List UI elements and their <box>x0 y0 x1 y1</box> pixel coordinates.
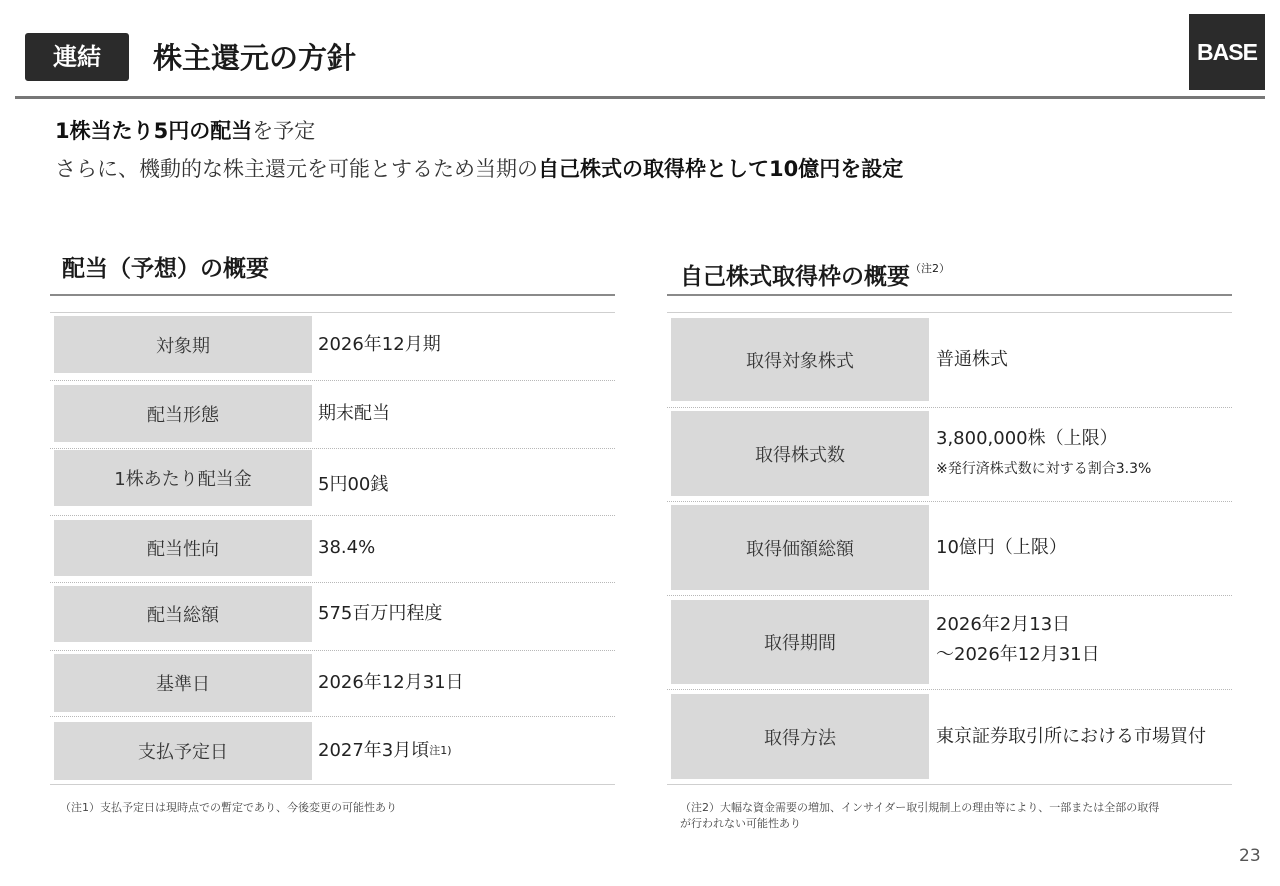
table-row <box>50 651 615 717</box>
lead-line-2-text: さらに、機動的な株主還元を可能とするため当期の <box>55 157 538 181</box>
row-value <box>318 722 452 780</box>
buyback-footnote-line1: （注2）大幅な資金需要の増加、インサイダー取引規制上の理由等により、一部または全部の取得 <box>680 801 1160 814</box>
table-row <box>50 381 615 449</box>
table-row <box>50 583 615 651</box>
lead-line-1-bold: 1株当たり5円の配当 <box>55 119 253 143</box>
lead-line-2 <box>55 154 903 184</box>
row-label: 対象期 <box>54 316 312 373</box>
dividend-footnote: （注1）支払予定日は現時点での暫定であり、今後変更の可能性あり <box>60 801 397 814</box>
row-value <box>936 596 1100 684</box>
row-value: 普通株式 <box>936 348 1008 370</box>
table-row <box>667 690 1232 785</box>
lead-line-1 <box>55 116 315 146</box>
row-value-text-2: ～2026年12月31日 <box>936 644 1100 665</box>
row-value: 2026年12月期 <box>318 333 441 355</box>
row-value-text: 2027年3月頃 <box>318 740 430 761</box>
row-label: 取得対象株式 <box>671 318 929 401</box>
table-row <box>667 408 1232 502</box>
header-divider <box>15 96 1265 99</box>
buyback-section-title <box>680 253 950 293</box>
dividend-section-title: 配当（予想）の概要 <box>62 256 269 282</box>
base-logo: BASE <box>1189 14 1265 90</box>
table-row <box>667 596 1232 690</box>
row-label: 配当性向 <box>54 520 312 576</box>
buyback-footnote-line2: が行われない可能性あり <box>680 817 801 830</box>
row-label: 配当総額 <box>54 586 312 642</box>
row-value: 10億円（上限） <box>936 536 1067 558</box>
table-row <box>50 516 615 583</box>
table-row <box>50 313 615 381</box>
page-title: 株主還元の方針 <box>153 41 357 75</box>
lead-line-2-bold: 自己株式の取得枠として10億円を設定 <box>538 157 904 181</box>
row-label: 取得期間 <box>671 600 929 684</box>
row-label: 取得価額総額 <box>671 505 929 590</box>
row-value: 東京証券取引所における市場買付 <box>936 725 1206 747</box>
row-label: 支払予定日 <box>54 722 312 780</box>
row-value: 2026年12月31日 <box>318 672 464 693</box>
row-label: 配当形態 <box>54 385 312 442</box>
row-value: 期末配当 <box>318 402 390 424</box>
row-label: 1株あたり配当金 <box>54 450 312 506</box>
dividend-section-rule <box>50 294 615 296</box>
note-ref-1: 注1) <box>429 744 452 757</box>
row-value <box>936 408 1151 496</box>
buyback-title-text: 自己株式取得枠の概要 <box>680 264 910 290</box>
lead-line-1-text: を予定 <box>252 119 316 143</box>
row-value: 5円00銭 <box>318 474 389 495</box>
table-row <box>50 449 615 516</box>
buyback-title-note: （注2） <box>910 262 950 275</box>
row-value: 575百万円程度 <box>318 603 443 624</box>
row-label: 取得方法 <box>671 694 929 779</box>
table-row <box>50 717 615 785</box>
row-label: 基準日 <box>54 654 312 712</box>
consolidated-badge: 連結 <box>25 33 129 81</box>
row-value-subtext: ※発行済株式数に対する割合3.3% <box>936 461 1152 477</box>
table-row <box>667 502 1232 596</box>
buyback-table <box>667 312 1232 785</box>
row-label: 取得株式数 <box>671 411 929 496</box>
dividend-table <box>50 312 615 785</box>
row-value-text: 3,800,000株（上限） <box>936 428 1118 449</box>
page-number: 23 <box>1239 846 1261 866</box>
table-row <box>667 313 1232 408</box>
buyback-section-rule <box>667 294 1232 296</box>
row-value: 38.4% <box>318 537 376 558</box>
row-value-text: 2026年2月13日 <box>936 614 1071 635</box>
